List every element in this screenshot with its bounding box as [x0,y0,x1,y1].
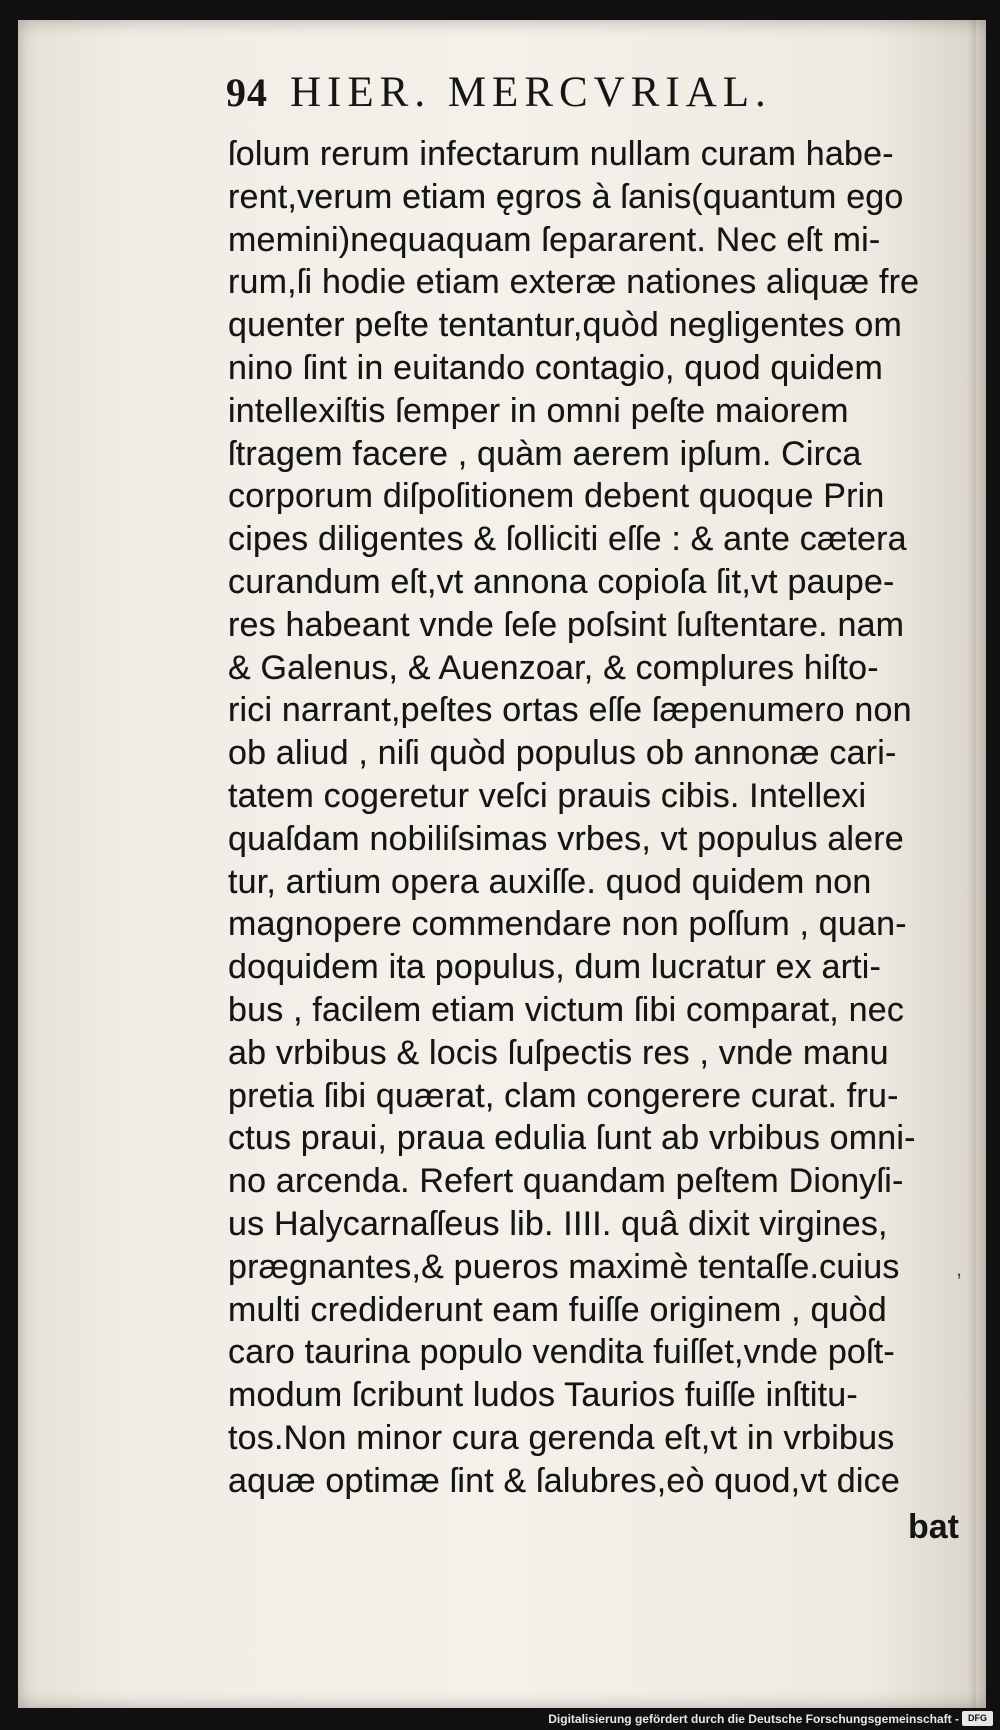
text-line-20: doquidem ita populus, dum lucratur ex arti- [228,948,882,987]
text-line-31: tos.Non minor cura gerenda eſt,vt in vrbibus [228,1418,895,1457]
dfg-logo: DFG [962,1711,993,1726]
text-line-6: nino ſint in euitando contagio, quod quidem [228,348,884,387]
margin-mark: , [956,1256,963,1281]
text-line-32: aquæ optimæ ſint & ſalubres,eò quod,vt dice [228,1461,900,1500]
running-head: HIER. MERCVRIAL. [290,69,772,116]
text-line-10: cipes diligentes & ſolliciti eſſe : & ante cætera [228,520,907,559]
text-line-22: ab vrbibus & locis ſuſpectis res , vnde manu [228,1033,889,1072]
text-line-17: quaſdam nobiliſsimas vrbes, vt populus alere [228,819,904,858]
text-line-1: ſolum rerum infectarum nullam curam habe- [228,135,894,173]
text-line-24: ctus praui, praua edulia ſunt ab vrbibus omni- [228,1119,916,1158]
text-line-11: curandum eſt,vt annona copioſa ſit,vt paupe- [228,562,895,601]
catchword: bat [908,1508,959,1546]
text-line-15: ob aliud , niſi quòd populus ob annonæ cari- [228,734,897,773]
text-line-28: multi crediderunt eam fuiſſe originem , quòd [228,1290,887,1329]
text-line-12: res habeant vnde ſeſe poſsint ſuſtentare. nam [228,605,905,644]
text-line-9: corporum diſpoſitionem debent quoque Prin [228,477,885,516]
text-line-29: caro taurina populo vendita fuiſſet,vnde poſt- [228,1333,895,1372]
text-line-21: bus , facilem etiam victum ſibi comparat, nec [228,990,905,1029]
text-line-18: tur, artium opera auxiſſe. quod quidem non [228,862,872,901]
text-line-26: us Halycarnaſſeus lib. IIII. quâ dixit virgines, [228,1204,888,1243]
text-line-14: rici narrant,peſtes ortas eſſe ſæpenumero non [228,691,912,730]
page-number: 94 [226,70,268,115]
text-line-3: memini)nequaquam ſepararent. Nec eſt mi- [228,220,881,259]
text-line-4: rum,ſi hodie etiam exteræ nationes aliquæ fre [228,263,920,302]
page-header [226,68,926,126]
digitization-credit: Digitalisierung gefördert durch die Deutsche Forschungsgemeinschaft - [548,1712,959,1726]
book-page [18,20,986,1708]
text-line-5: quenter peſte tentantur,quòd negligentes om [228,306,902,345]
text-line-2: rent,verum etiam ęgros à ſanis(quantum ego [228,177,904,216]
text-line-25: no arcenda. Refert quandam peſtem Dionyſi- [228,1162,904,1201]
text-line-19: magnopere commendare non poſſum , quan- [228,905,907,944]
body-text [228,133,973,1503]
text-line-27: prægnantes,& pueros maximè tentaſſe.cuius [228,1247,900,1286]
text-line-23: pretia ſibi quærat, clam congerere curat. fru- [228,1076,899,1115]
text-line-7: intellexiſtis ſemper in omni peſte maiorem [228,391,849,430]
text-line-13: & Galenus, & Auenzoar, & complures hiſto- [228,648,879,687]
text-line-8: ſtragem facere , quàm aerem ipſum. Circa [228,434,862,473]
text-line-16: tatem cogeretur veſci prauis cibis. Intellexi [228,776,867,815]
text-line-30: modum ſcribunt ludos Taurios fuiſſe inſtitu- [228,1376,858,1415]
